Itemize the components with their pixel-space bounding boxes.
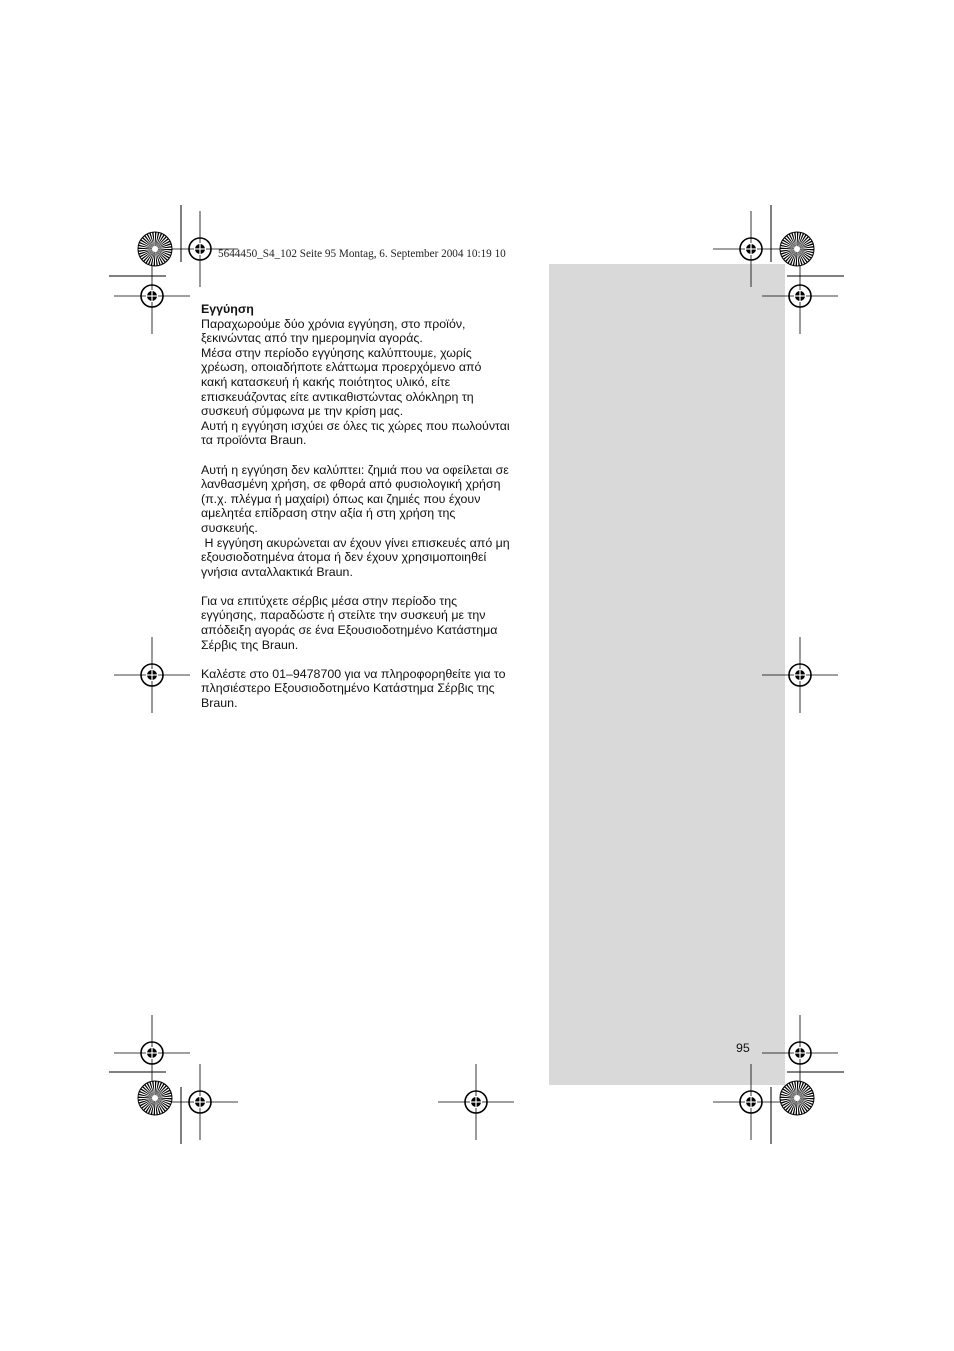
text-line: απόδειξη αγοράς σε ένα Εξουσιοδοτημένο Κατάστημα [201,623,498,638]
registration-target-icon [114,258,190,334]
text-line: Αυτή η εγγύηση ισχύει σε όλες τις χώρες που πωλούνται [201,418,510,433]
registration-target-icon [762,1015,838,1091]
text-line: λανθασμένη χρήση, σε φθορά από φυσιολογική χρήση [201,477,501,492]
warranty-paragraph-2 [201,463,533,580]
star-target-icon [780,232,814,266]
text-line: (π.χ. πλέγμα ή μαχαίρι) όπως και ζημιές που έχουν [201,491,481,506]
text-line: συσκευή σύμφωνα με την κρίση μας. [201,404,404,419]
text-line: επισκευάζοντας είτε αντικαθιστώντας ολόκληρη τη [201,389,474,404]
text-line: Braun. [201,696,238,711]
warranty-section [201,302,533,725]
registration-target-icon [162,1064,238,1140]
star-target-icon [138,1081,172,1115]
registration-target-icon [713,211,789,287]
text-line: Παραχωρούμε δύο χρόνια εγγύηση, στο προϊόν, [201,316,466,331]
text-line: Μέσα στην περίοδο εγγύησης καλύπτουμε, χωρίς [201,345,472,360]
text-line: Καλέστε στο 01–9478700 για να πληροφορηθείτε για το [201,666,506,681]
text-line: κακή κατασκευή ή κακής ποιότητος υλικό, είτε [201,374,451,389]
page-number: 95 [736,1041,750,1055]
registration-target-icon [438,1064,514,1140]
text-line: τα προϊόντα Braun. [201,433,307,448]
text-line: αμελητέα επίδραση στην αξία ή στη χρήση της [201,506,456,521]
text-line: Αυτή η εγγύηση δεν καλύπτει: ζημιά που να οφείλεται σε [201,462,509,477]
star-target-icon [138,232,172,266]
warranty-paragraph-1 [201,302,533,448]
text-line: Η εγγύηση ακυρώνεται αν έχουν γίνει επισκευές από μη [201,535,510,550]
registration-target-icon [114,1015,190,1091]
star-target-icon [780,1081,814,1115]
text-line: Σέρβις της Braun. [201,637,299,652]
text-line: συσκευής. [201,520,258,535]
warranty-paragraph-3 [201,594,533,652]
text-line: πλησιέστερο Εξουσιοδοτημένο Κατάστημα Σέρβις της [201,681,495,696]
registration-target-icon [114,637,190,713]
text-line: εξουσιοδοτημένα άτομα ή δεν έχουν χρησιμοποιηθεί [201,550,487,565]
registration-target-icon [762,637,838,713]
registration-target-icon [762,258,838,334]
text-line: ξεκινώντας από την ημερομηνία αγοράς. [201,331,423,346]
print-slug-line: 5644450_S4_102 Seite 95 Montag, 6. September 2004 10:19 10 [218,248,506,260]
warranty-heading: Εγγύηση [201,302,254,316]
registration-target-icon [713,1064,789,1140]
text-line: χρέωση, οποιαδήποτε ελάττωμα προερχόμενο από [201,360,482,375]
text-line: γνήσια ανταλλακτικά Braun. [201,564,353,579]
text-line: Για να επιτύχετε σέρβις μέσα στην περίοδο της [201,593,458,608]
text-line: εγγύησης, παραδώστε ή στείλτε την συσκευή με την [201,608,486,623]
warranty-paragraph-4 [201,667,533,711]
